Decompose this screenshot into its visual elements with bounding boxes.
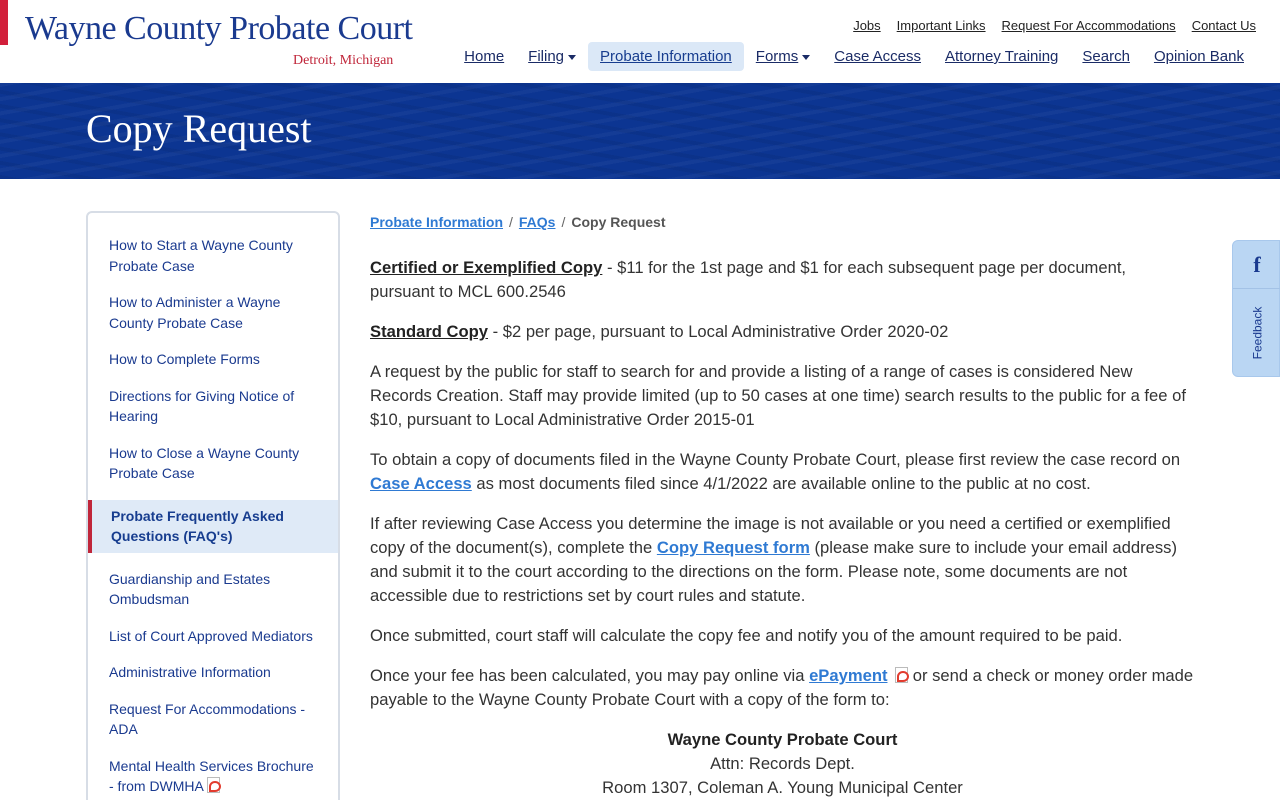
main-nav bbox=[452, 42, 1256, 71]
util-link-contact-us[interactable]: Contact Us bbox=[1191, 18, 1256, 33]
sidebar bbox=[86, 211, 340, 800]
nav-home-label: Home bbox=[464, 48, 505, 65]
mailing-address bbox=[370, 728, 1195, 800]
payment-text-after: or send a check or money order made payable to the Wayne County Probate Court with a copy of the form to: bbox=[370, 666, 1194, 709]
nav-forms-label: Forms bbox=[755, 48, 799, 65]
main-content bbox=[370, 214, 1195, 800]
page-banner bbox=[0, 83, 1280, 179]
nav-home[interactable] bbox=[452, 42, 516, 71]
sidebar-item-mental-health-label: Mental Health Services Brochure - from DWMHA bbox=[109, 757, 314, 794]
sidebar-item-accommodations-ada[interactable]: Request For Accommodations - ADA bbox=[109, 700, 306, 737]
sidebar-item-start-case[interactable]: How to Start a Wayne County Probate Case bbox=[109, 237, 293, 274]
obtain-copy-text-after: as most documents filed since 4/1/2022 are available online to the public at no cost. bbox=[471, 474, 1091, 493]
sidebar-item-faqs[interactable]: Probate Frequently Asked Questions (FAQ's) bbox=[88, 500, 338, 553]
nav-filing-label: Filing bbox=[528, 48, 565, 65]
floating-side-tab bbox=[1232, 240, 1280, 377]
breadcrumb-probate-information[interactable]: Probate Information bbox=[370, 214, 504, 230]
breadcrumb-separator: / bbox=[509, 214, 513, 230]
nav-case-access[interactable] bbox=[822, 42, 933, 71]
sidebar-item-administrative-info[interactable]: Administrative Information bbox=[109, 664, 271, 680]
paragraph-standard-copy bbox=[370, 320, 1195, 344]
nav-opinion-bank[interactable] bbox=[1142, 42, 1256, 71]
term-certified-copy: Certified or Exemplified Copy bbox=[370, 258, 603, 277]
util-link-important-links[interactable]: Important Links bbox=[896, 18, 986, 33]
article-body bbox=[370, 256, 1195, 800]
nav-search-label: Search bbox=[1082, 48, 1130, 65]
site-title[interactable]: Wayne County Probate Court bbox=[25, 10, 413, 47]
paragraph-obtain-copy bbox=[370, 448, 1195, 496]
nav-probate-information[interactable] bbox=[588, 42, 744, 71]
address-line-1: Attn: Records Dept. bbox=[710, 754, 855, 773]
chevron-down-icon bbox=[568, 55, 576, 60]
paragraph-certified-copy bbox=[370, 256, 1195, 304]
obtain-copy-text-before: To obtain a copy of documents filed in the Wayne County Probate Court, please first review the case record on bbox=[370, 450, 1181, 469]
chevron-down-icon bbox=[802, 55, 810, 60]
feedback-label: Feedback bbox=[1250, 306, 1265, 360]
util-link-accommodations[interactable]: Request For Accommodations bbox=[1001, 18, 1176, 33]
facebook-icon[interactable]: f bbox=[1233, 241, 1280, 289]
sidebar-item-close-case[interactable]: How to Close a Wayne County Probate Case bbox=[109, 444, 300, 481]
epayment-link[interactable]: ePayment bbox=[809, 666, 888, 685]
util-link-jobs[interactable]: Jobs bbox=[853, 18, 881, 33]
site-header bbox=[0, 0, 1280, 83]
nav-filing[interactable] bbox=[516, 42, 588, 71]
sidebar-item-mental-health-brochure[interactable] bbox=[88, 756, 338, 797]
copy-request-form-link[interactable]: Copy Request form bbox=[656, 538, 810, 557]
payment-text-before: Once your fee has been calculated, you may pay online via bbox=[370, 666, 810, 685]
paragraph-records-creation: A request by the public for staff to search for and provide a listing of a range of cases is considered New Records Creation. Staff may provide limited (up to 50 cases at one time) search results to the public for a fee of $10, pursuant to Local Administrative Order 2015-01 bbox=[370, 362, 1186, 429]
sidebar-item-ombudsman[interactable]: Guardianship and Estates Ombudsman bbox=[109, 570, 271, 607]
nav-attorney-training-label: Attorney Training bbox=[945, 48, 1059, 65]
paragraph-payment bbox=[370, 664, 1195, 712]
feedback-button[interactable] bbox=[1233, 293, 1280, 373]
breadcrumb-current: Copy Request bbox=[571, 214, 666, 230]
nav-attorney-training[interactable] bbox=[933, 42, 1070, 71]
sidebar-item-mediators[interactable]: List of Court Approved Mediators bbox=[109, 627, 313, 644]
copy-request-text-before: If after reviewing Case Access you determine the image is not available or you need a certified or exemplified copy of the document(s), complete the bbox=[370, 514, 1171, 557]
red-accent-tab bbox=[0, 0, 8, 45]
pdf-icon bbox=[894, 667, 908, 683]
address-name: Wayne County Probate Court bbox=[667, 730, 898, 749]
address-line-2: Room 1307, Coleman A. Young Municipal Center bbox=[602, 778, 963, 797]
site-subtitle: Detroit, Michigan bbox=[293, 53, 394, 68]
term-standard-copy: Standard Copy bbox=[370, 322, 489, 341]
standard-copy-text: - $2 per page, pursuant to Local Administrative Order 2020-02 bbox=[488, 322, 949, 341]
nav-case-access-label: Case Access bbox=[834, 48, 921, 65]
copy-request-text-after: (please make sure to include your email address) and submit it to the court according to the directions on the form. Please note, some documents are not accessible due to restrictions set by court rules and statute. bbox=[370, 538, 1177, 605]
breadcrumb-faqs[interactable]: FAQs bbox=[518, 214, 556, 230]
sidebar-item-notice-of-hearing[interactable]: Directions for Giving Notice of Hearing bbox=[109, 387, 295, 424]
page-title: Copy Request bbox=[86, 106, 312, 151]
paragraph-copy-request-form bbox=[370, 512, 1195, 608]
nav-opinion-bank-label: Opinion Bank bbox=[1153, 48, 1244, 65]
sidebar-item-complete-forms[interactable]: How to Complete Forms bbox=[109, 351, 260, 367]
nav-probate-information-label: Probate Information bbox=[600, 48, 732, 65]
certified-copy-text: - $11 for the 1st page and $1 for each subsequent page per document, pursuant to MCL 600.2546 bbox=[370, 258, 1127, 301]
utility-nav bbox=[853, 18, 1256, 33]
sidebar-item-administer-case[interactable]: How to Administer a Wayne County Probate Case bbox=[109, 294, 281, 331]
nav-forms[interactable] bbox=[744, 42, 823, 71]
pdf-icon bbox=[206, 777, 220, 793]
case-access-link[interactable]: Case Access bbox=[370, 474, 472, 493]
breadcrumb-separator: / bbox=[561, 214, 566, 230]
paragraph-once-submitted: Once submitted, court staff will calculate the copy fee and notify you of the amount required to be paid. bbox=[370, 626, 1123, 645]
breadcrumb bbox=[370, 214, 1195, 230]
nav-search[interactable] bbox=[1070, 42, 1142, 71]
